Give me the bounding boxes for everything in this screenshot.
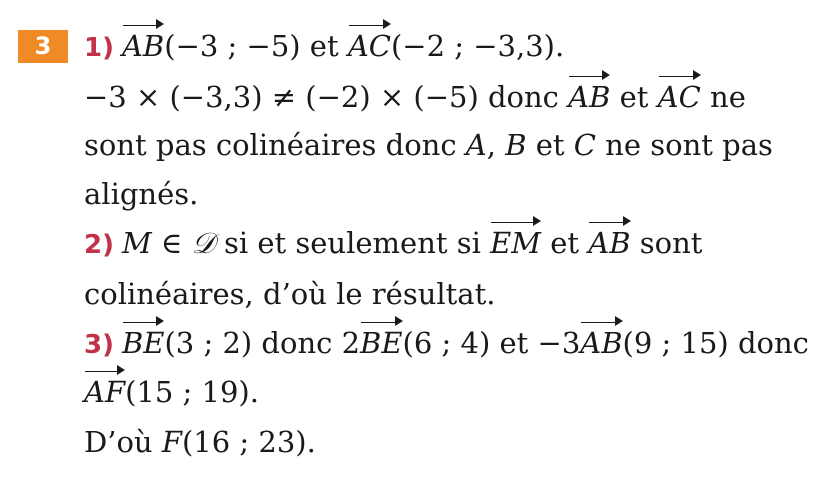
line-d: 𝒟 <box>191 226 215 260</box>
coords-af: (15 ; 19). <box>125 375 259 409</box>
vector-ac: AC <box>347 29 391 63</box>
point-c: C <box>573 128 596 162</box>
coords-be: (3 ; 2) donc 2 <box>164 326 361 360</box>
product-inequality: −3 × (−3,3) ≠ (−2) × (−5) donc <box>84 80 569 114</box>
line-aligned <box>84 176 198 212</box>
coords-f: (16 ; 23). <box>181 425 316 459</box>
vector-be-2: BE <box>360 326 403 360</box>
text-colinear-a: sont pas colinéaires donc <box>84 128 466 162</box>
vector-be: BE <box>121 326 165 360</box>
coords-2be: (6 ; 4) et −3 <box>402 326 581 360</box>
point-f: F <box>161 425 182 459</box>
line-q1 <box>84 28 564 66</box>
text-sont: sont <box>630 226 703 260</box>
text-et-3: et <box>541 226 589 260</box>
line-product <box>84 79 746 115</box>
text-aligned: alignés. <box>84 177 199 211</box>
vector-ac-2: AC <box>657 80 701 114</box>
vector-ab-4: AB <box>580 326 623 360</box>
line-result <box>84 276 495 312</box>
text-dou: D’où <box>84 425 162 459</box>
vector-ab: AB <box>121 29 165 63</box>
text-result: colinéaires, d’où le résultat. <box>84 277 496 311</box>
symbol-in: ∈ <box>151 226 192 260</box>
coords-ab: (−3 ; −5) et <box>164 29 348 63</box>
point-m: M <box>121 226 152 260</box>
line-colinear <box>84 127 773 163</box>
text-comma: , <box>486 128 506 162</box>
text-colinear-b: ne sont pas <box>595 128 773 162</box>
point-a: A <box>465 128 487 162</box>
question-1-label: 1) <box>84 33 114 63</box>
vector-af: AF <box>84 375 126 409</box>
text-et: et <box>610 80 658 114</box>
line-q2 <box>84 225 702 263</box>
vector-em: EM <box>490 226 541 260</box>
text-et-2: et <box>526 128 574 162</box>
vector-ab-3: AB <box>588 226 631 260</box>
text-ne: ne <box>700 80 746 114</box>
text-iff: si et seulement si <box>214 226 491 260</box>
coords-ac: (−2 ; −3,3). <box>390 29 565 63</box>
question-2-label: 2) <box>84 230 114 260</box>
line-af <box>84 374 259 410</box>
exercise-number-badge: 3 <box>18 30 68 63</box>
coords-3ab: (9 ; 15) donc <box>622 326 809 360</box>
line-q3 <box>84 325 809 363</box>
line-conclusion <box>84 424 316 460</box>
point-b: B <box>505 128 527 162</box>
vector-ab-2: AB <box>568 80 611 114</box>
question-3-label: 3) <box>84 330 114 360</box>
